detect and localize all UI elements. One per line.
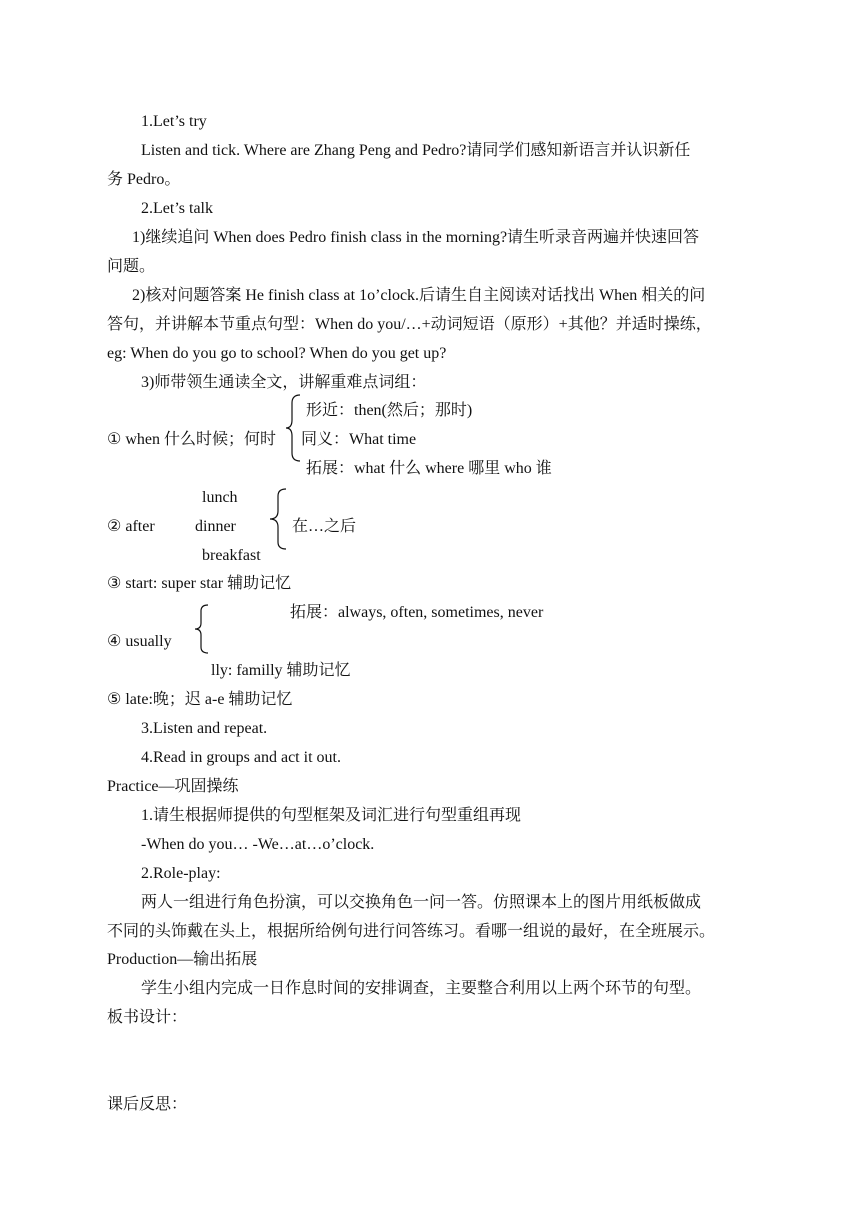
usually-memory: lly: familly 辅助记忆 xyxy=(211,662,351,679)
lets-talk-step3: 3)师带领生通读全文，讲解重难点词组： xyxy=(141,374,427,391)
practice-item1: 1.请生根据师提供的句型框架及词汇进行句型重组再现 xyxy=(141,807,522,824)
lets-talk-step2-line2: 答句，并讲解本节重点句型：When do you/…+动词短语（原形）+其他？并适时操练， xyxy=(107,316,712,333)
when-item-synonym: 同义：What time xyxy=(301,431,417,448)
start-line: ③ start: super star 辅助记忆 xyxy=(107,575,292,592)
after-word-breakfast: breakfast xyxy=(202,547,261,564)
late-line: ⑤ late:晚；迟 a-e 辅助记忆 xyxy=(107,691,293,708)
usually-extend: 拓展：always, often, sometimes, never xyxy=(290,604,544,621)
lets-try-heading: 1.Let’s try xyxy=(141,113,207,130)
after-label: ② after xyxy=(107,518,155,535)
lets-talk-heading: 2.Let’s talk xyxy=(141,200,213,217)
usually-label: ④ usually xyxy=(107,633,172,650)
when-item-extend: 拓展：what 什么 where 哪里 who 谁 xyxy=(306,460,552,477)
after-word-dinner: dinner xyxy=(195,518,236,535)
after-word-lunch: lunch xyxy=(202,489,238,506)
production-heading: Production—输出拓展 xyxy=(107,951,258,968)
when-brace xyxy=(284,393,304,463)
lets-talk-step2-line1: 2)核对问题答案 He finish class at 1o’clock.后请生自主阅读对话找出 When 相关的问 xyxy=(132,287,706,304)
lets-try-body-line1: Listen and tick. Where are Zhang Peng and Pedro?请同学们感知新语言并认识新任 xyxy=(141,142,691,159)
practice-desc-line1: 两人一组进行角色扮演，可以交换角色一问一答。仿照课本上的图片用纸板做成 xyxy=(141,894,702,911)
practice-heading: Practice—巩固操练 xyxy=(107,778,239,795)
usually-brace xyxy=(192,603,212,655)
after-meaning: 在…之后 xyxy=(292,518,357,535)
practice-item2: 2.Role-play: xyxy=(141,865,221,882)
reflection-label: 课后反思： xyxy=(107,1096,188,1113)
production-desc: 学生小组内完成一日作息时间的安排调查，主要整合利用以上两个环节的句型。 xyxy=(141,980,702,997)
after-brace xyxy=(268,487,290,551)
practice-desc-line2: 不同的头饰戴在头上，根据所给例句进行问答练习。看哪一组说的最好，在全班展示。 xyxy=(107,923,716,940)
when-item-similar: 形近：then(然后；那时) xyxy=(306,402,473,419)
step-listen-repeat: 3.Listen and repeat. xyxy=(141,720,268,737)
board-design-label: 板书设计： xyxy=(107,1009,188,1026)
lets-talk-step2-line3: eg: When do you go to school? When do you get up? xyxy=(107,345,447,362)
when-label: ① when 什么时候；何时 xyxy=(107,431,277,448)
step-read-groups: 4.Read in groups and act it out. xyxy=(141,749,341,766)
lets-try-body-line2: 务 Pedro。 xyxy=(107,171,181,188)
practice-pattern: -When do you… -We…at…o’clock. xyxy=(141,836,375,853)
lets-talk-step1-line1: 1)继续追问 When does Pedro finish class in the morning?请生听录音两遍并快速回答 xyxy=(132,229,700,246)
lets-talk-step1-line2: 问题。 xyxy=(107,258,156,275)
